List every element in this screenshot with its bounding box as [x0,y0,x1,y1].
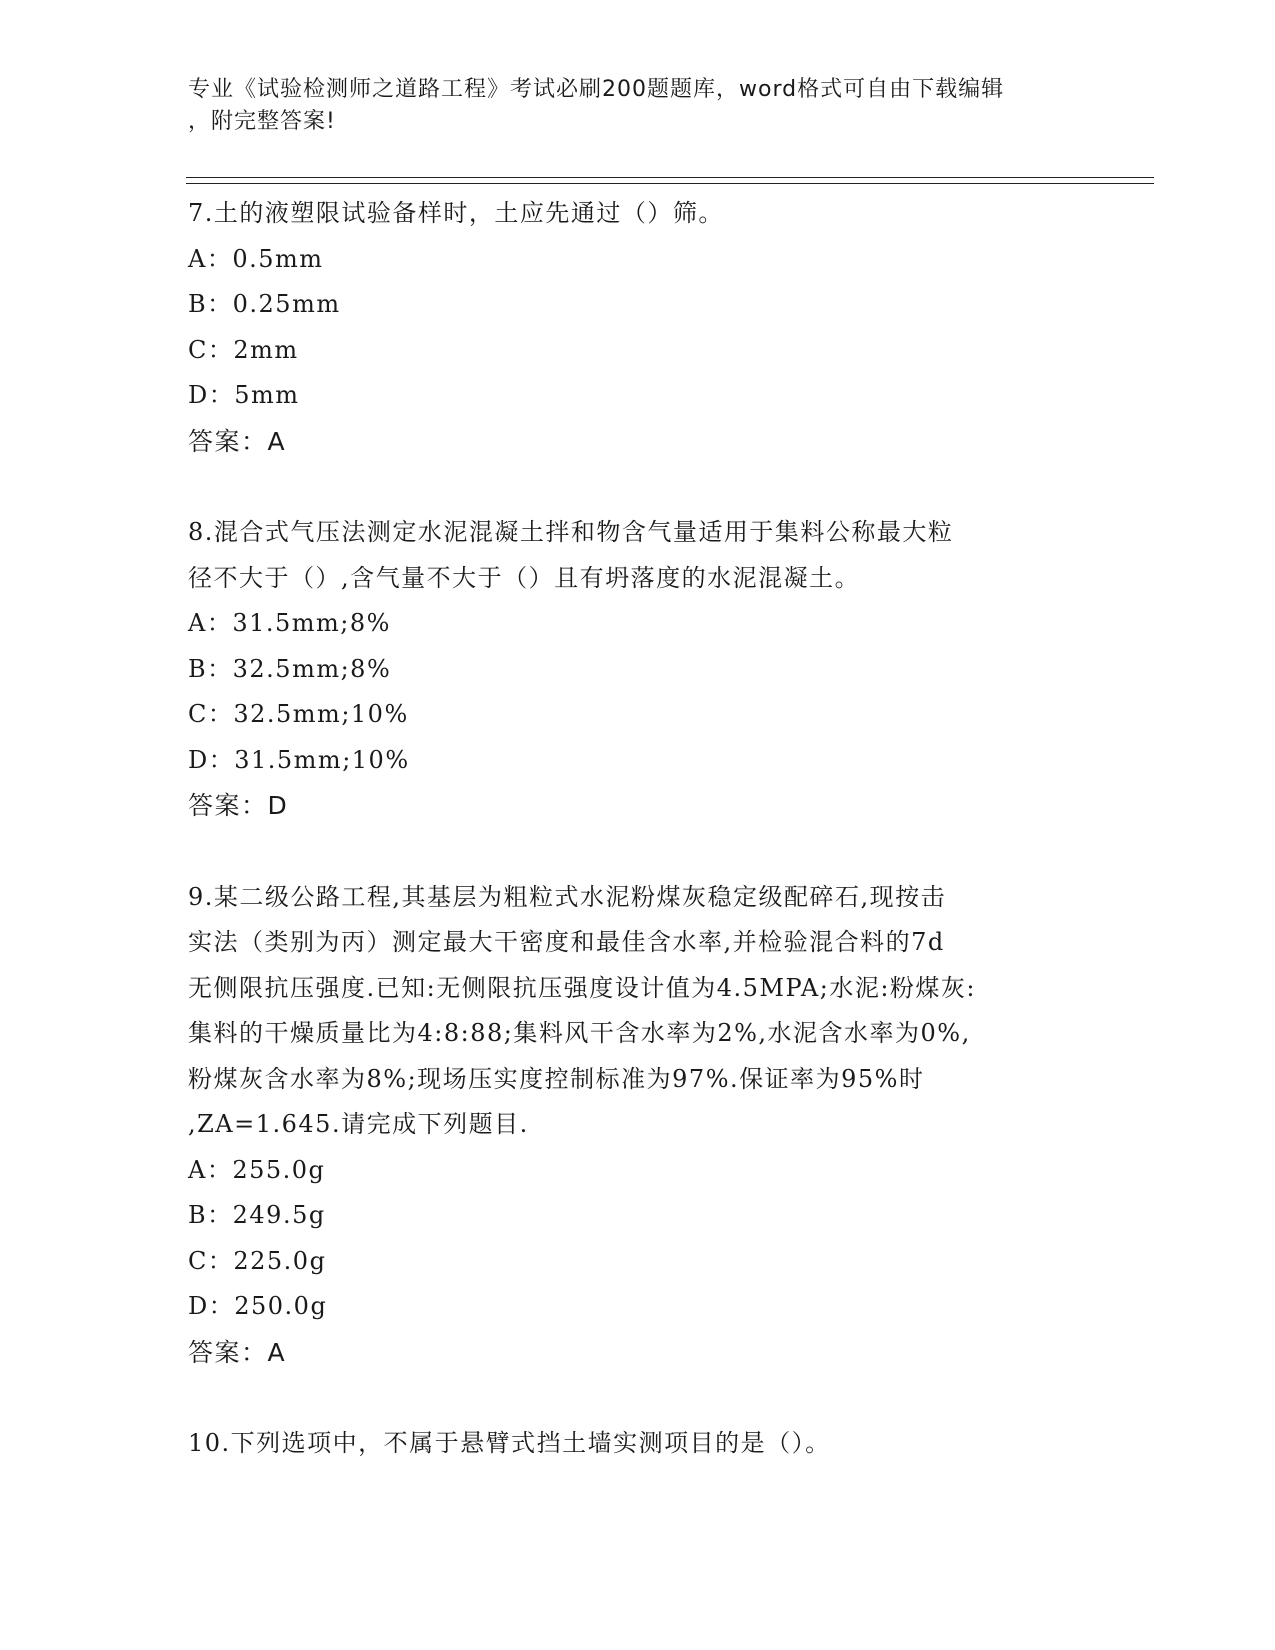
question-stem: 实法（类别为丙）测定最大干密度和最佳含水率,并检验混合料的7d [188,928,945,956]
question-stem: 8.混合式气压法测定水泥混凝土拌和物含气量适用于集料公称最大粒 [188,518,954,546]
option-c: C：32.5mm;10% [188,700,409,728]
document-header [188,74,1068,138]
option-b: B：249.5g [188,1201,326,1229]
option-c: C：2mm [188,335,299,364]
option-d: D：31.5mm;10% [188,745,410,774]
question-8 [188,510,1088,829]
option-d: D：250.0g [188,1292,328,1320]
header-line-1: 专业《试验检测师之道路工程》考试必刷200题题库，word格式可自由下载编辑 [188,77,1005,102]
header-divider-top [186,177,1154,178]
question-stem: 9.某二级公路工程,其基层为粗粒式水泥粉煤灰稳定级配碎石,现按击 [188,882,947,911]
option-b: B：32.5mm;8% [188,654,392,683]
question-stem: 无侧限抗压强度.已知:无侧限抗压强度设计值为4.5MPA;水泥:粉煤灰: [188,973,976,1002]
option-a: A：0.5mm [188,244,324,273]
question-stem: ,ZA=1.645.请完成下列题目. [188,1110,529,1138]
question-stem: 7.土的液塑限试验备样时，土应先通过（）筛。 [188,199,724,227]
question-9 [188,875,1088,1376]
question-stem: 10.下列选项中，不属于悬臂式挡土墙实测项目的是（）。 [188,1429,831,1457]
question-spacer [188,829,1088,875]
header-line-2: ，附完整答案! [188,109,336,134]
question-stem: 粉煤灰含水率为8%;现场压实度控制标准为97%.保证率为95%时 [188,1064,925,1093]
option-a: A：255.0g [188,1155,326,1184]
question-list [188,191,1088,1467]
option-d: D：5mm [188,381,300,409]
question-spacer [188,464,1088,510]
question-stem: 径不大于（）,含气量不大于（）且有坍落度的水泥混凝土。 [188,563,861,592]
question-spacer [188,1375,1088,1421]
option-a: A：31.5mm;8% [188,609,391,637]
option-b: B：0.25mm [188,290,341,318]
answer: 答案：A [188,426,287,456]
answer: 答案：A [188,1337,287,1367]
question-stem: 集料的干燥质量比为4:8:88;集料风干含水率为2%,水泥含水率为0%, [188,1019,971,1047]
question-10 [188,1421,1088,1467]
header-divider-bottom [186,183,1154,184]
answer: 答案：D [188,791,289,820]
question-7 [188,191,1088,464]
option-c: C：225.0g [188,1246,327,1275]
